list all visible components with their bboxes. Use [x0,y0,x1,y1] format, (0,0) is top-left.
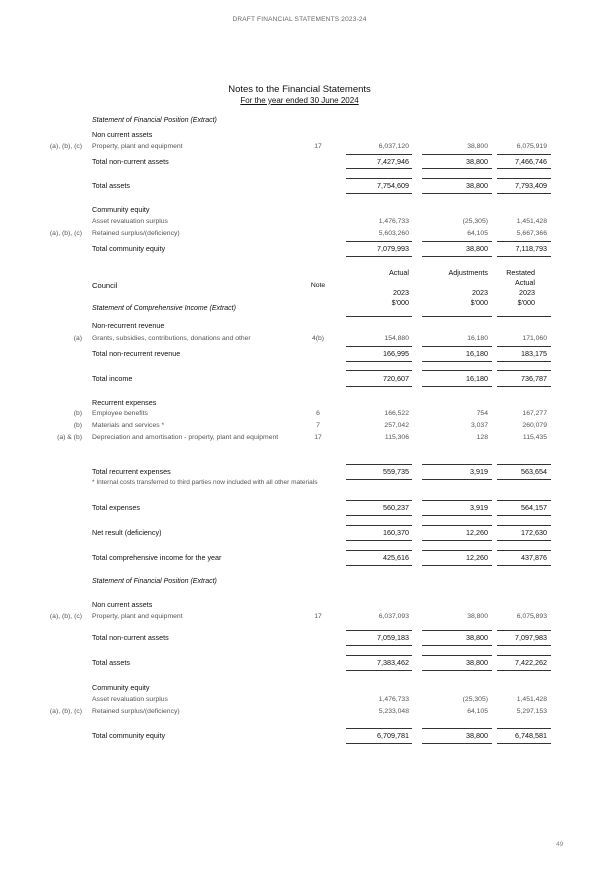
rule [422,464,492,465]
section2-heading [0,303,599,314]
s2-total-income-label: Total income [92,374,133,383]
rule [422,670,492,671]
s3-total-equity-v1: 6,709,781 [377,731,409,740]
s1-ppe-v2: 38,800 [467,143,488,150]
s2-depr-note: 17 [314,434,322,441]
s2-materials-v2: 3,037 [470,422,488,429]
s2-total-ci-v3: 437,876 [521,553,547,562]
rule [422,500,492,501]
s3-retained-label: Retained surplus/(deficiency) [92,708,180,715]
s1-total-assets-v2: 38,800 [466,181,488,190]
s3-retained-v2: 64,105 [467,708,488,715]
s2-net-result-v3: 172,630 [521,528,547,537]
rule [497,464,551,465]
rule [346,256,412,257]
s3-total-nca-v2: 38,800 [466,633,488,642]
rule [346,540,412,541]
s3-reval-label: Asset revaluation surplus [92,696,168,703]
rule [497,565,551,566]
rule [346,346,412,347]
s2-grants-row [0,333,599,344]
col2-line3: 2023 [472,288,488,297]
rule [497,525,551,526]
rule [422,743,492,744]
s2-total-ci-label: Total comprehensive income for the year [92,553,222,562]
page-title: Notes to the Financial Statements [228,84,371,95]
s2-employee-note: 6 [316,410,320,417]
s2-total-income-row [0,373,599,384]
s3-total-nca-v3: 7,097,983 [515,633,547,642]
draft-header: DRAFT FINANCIAL STATEMENTS 2023-24 [232,16,367,23]
s2-employee-v1: 166,522 [384,410,409,417]
s2-employee-v3: 167,277 [522,410,547,417]
s2-total-ci-row [0,552,599,563]
s2-total-nonrec-v1: 166,995 [383,349,409,358]
col1-line1: Actual [389,268,409,277]
s2-employee-label: Employee benefits [92,410,148,417]
s1-total-equity-v3: 7,118,793 [515,244,547,253]
rule [497,743,551,744]
s2-total-nonrec-label: Total non-recurrent revenue [92,349,181,358]
s1-reval-row [0,216,599,227]
s3-total-assets-v1: 7,383,462 [377,658,409,667]
section2-heading-text: Statement of Comprehensive Income (Extract) [92,305,236,312]
s3-total-equity-label: Total community equity [92,731,166,740]
section1-heading-text: Statement of Financial Position (Extract) [92,117,217,124]
s1-total-nca-v1: 7,427,946 [377,157,409,166]
s2-total-ci-v1: 425,616 [383,553,409,562]
s3-ppe-label: Property, plant and equipment [92,613,183,620]
rule [346,500,412,501]
s2-total-exp-label: Total expenses [92,503,140,512]
s2-employee-ref: (b) [73,410,82,417]
s2-net-result-v1: 160,370 [383,528,409,537]
rule [497,370,551,371]
rule [422,540,492,541]
rule [346,515,412,516]
s1-reval-label: Asset revaluation surplus [92,218,168,225]
s1-ppe-row [0,141,599,152]
rule [346,550,412,551]
rule [346,655,412,656]
rule [422,525,492,526]
s3-ppe-v3: 6,075,893 [516,613,547,620]
s1-total-equity-row [0,243,599,254]
s2-net-result-row [0,527,599,538]
s3-total-nca-label: Total non-current assets [92,633,169,642]
s3-total-equity-v2: 38,800 [466,731,488,740]
s2-materials-row [0,420,599,431]
s3-ppe-ref: (a), (b), (c) [49,613,82,620]
rule [422,178,492,179]
s2-materials-v3: 260,079 [522,422,547,429]
rule [422,630,492,631]
s3-reval-v3: 1,451,428 [516,696,547,703]
s1-reval-v3: 1,451,428 [516,218,547,225]
s3-total-assets-v2: 38,800 [466,658,488,667]
s2-employee-row [0,408,599,419]
s2-rec-heading-text: Recurrent expenses [92,398,157,407]
s2-total-rec-v2: 3,919 [470,467,488,476]
col1-line3: 2023 [393,288,409,297]
s3-ppe-v2: 38,800 [467,613,488,620]
s3-equity-heading [0,682,599,693]
s1-retained-v1: 5,603,260 [378,230,409,237]
s1-total-assets-v1: 7,754,609 [377,181,409,190]
section3-nca-heading [0,599,599,610]
rule [346,743,412,744]
s1-ppe-v1: 6,037,120 [378,143,409,150]
rule [422,370,492,371]
rule [422,645,492,646]
rule [422,565,492,566]
rule [422,386,492,387]
rule [346,645,412,646]
section3-heading-text: Statement of Financial Position (Extract) [92,578,217,585]
rule [422,256,492,257]
rule [422,241,492,242]
s2-materials-label: Materials and services * [92,422,165,429]
rule [497,655,551,656]
s3-total-equity-row [0,730,599,741]
council-label: Council [92,281,118,290]
s1-retained-label: Retained surplus/(deficiency) [92,230,180,237]
rule [497,316,551,317]
rule [497,241,551,242]
rule [346,193,412,194]
section3-heading [0,576,599,587]
s3-total-nca-v1: 7,059,183 [377,633,409,642]
page-subtitle [0,96,599,105]
rule [346,728,412,729]
s2-total-rec-v1: 559,735 [383,467,409,476]
s1-total-nca-label: Total non-current assets [92,157,169,166]
s2-total-nonrec-row [0,348,599,359]
s3-reval-v1: 1,476,733 [378,696,409,703]
rule [497,193,551,194]
s2-grants-v2: 16,180 [467,335,488,342]
s2-total-exp-v2: 3,919 [470,503,488,512]
rule [346,154,412,155]
s2-net-result-label: Net result (deficiency) [92,528,162,537]
s3-retained-v3: 5,297,153 [516,708,547,715]
subtitle-text: For the year ended 30 June 2024 [240,96,359,105]
col3-line4: $'000 [517,298,535,307]
s2-materials-v1: 257,042 [384,422,409,429]
rule [422,346,492,347]
rule [422,154,492,155]
rule [346,178,412,179]
s2-total-income-v1: 720,607 [383,374,409,383]
s1-total-nca-v2: 38,800 [466,157,488,166]
rule [346,565,412,566]
col3-line3: 2023 [519,288,535,297]
s1-retained-ref: (a), (b), (c) [49,230,82,237]
rule [497,168,551,169]
s3-retained-ref: (a), (b), (c) [49,708,82,715]
s1-total-equity-label: Total community equity [92,244,166,253]
s2-grants-v3: 171,060 [522,335,547,342]
rule [422,655,492,656]
s1-total-assets-v3: 7,793,409 [515,181,547,190]
s3-total-assets-row [0,657,599,668]
col1-line4: $'000 [391,298,409,307]
rule [346,670,412,671]
s2-depr-label: Depreciation and amortisation - property, plant and equipment [92,434,279,441]
rule [497,386,551,387]
section1-nca-heading-text: Non current assets [92,130,153,139]
s1-equity-heading-text: Community equity [92,205,150,214]
s2-rec-heading [0,397,599,408]
rule [346,241,412,242]
section3-nca-heading-text: Non current assets [92,600,153,609]
rule [346,525,412,526]
rule [422,168,492,169]
rule [497,178,551,179]
s2-nonrec-heading [0,320,599,331]
s3-total-assets-label: Total assets [92,658,130,667]
rule [346,386,412,387]
s2-grants-v1: 154,880 [384,335,409,342]
rule [497,479,551,480]
rule [346,168,412,169]
rule [497,500,551,501]
s2-depr-v1: 115,306 [384,434,409,441]
s3-retained-v1: 5,233,048 [378,708,409,715]
rule [422,515,492,516]
s3-reval-row [0,694,599,705]
s1-ppe-ref: (a), (b), (c) [49,143,82,150]
rule [422,728,492,729]
council-row [0,280,599,291]
s2-total-exp-row [0,502,599,513]
s3-reval-v2: (25,305) [462,696,488,703]
section1-nca-heading [0,129,599,140]
s3-ppe-v1: 6,037,093 [378,613,409,620]
s2-materials-note: 7 [316,422,320,429]
s3-total-assets-v3: 7,422,262 [515,658,547,667]
rule [497,670,551,671]
col3-line1: Restated [506,268,535,277]
rule [346,464,412,465]
rule [497,728,551,729]
s2-total-nonrec-v2: 16,180 [466,349,488,358]
s1-total-nca-row [0,156,599,167]
col3-line2: Actual [515,278,535,287]
rule [497,540,551,541]
s2-depr-v3: 115,435 [522,434,547,441]
rule [497,630,551,631]
s2-grants-note: 4(b) [311,335,325,342]
s2-total-nonrec-v3: 183,175 [521,349,547,358]
s3-ppe-row [0,611,599,622]
s2-grants-ref: (a) [73,335,82,342]
s1-retained-row [0,228,599,239]
page-number: 49 [556,841,564,848]
s1-ppe-label: Property, plant and equipment [92,143,183,150]
rule [422,550,492,551]
s3-total-nca-row [0,632,599,643]
rule [497,550,551,551]
rule [346,630,412,631]
rule [346,479,412,480]
footnote: * Internal costs transferred to third parties now included with all other materials [92,479,318,486]
s2-total-exp-v3: 564,157 [521,503,547,512]
s1-retained-v3: 5,667,366 [516,230,547,237]
col2-line4: $'000 [470,298,488,307]
s2-depr-ref: (a) & (b) [57,434,82,441]
s1-retained-v2: 64,105 [467,230,488,237]
s3-retained-row [0,706,599,717]
s1-total-equity-v1: 7,079,993 [377,244,409,253]
s2-grants-label: Grants, subsidies, contributions, donations and other [92,335,251,342]
rule [346,370,412,371]
s1-equity-heading [0,204,599,215]
rule [497,645,551,646]
s2-total-income-v3: 736,787 [521,374,547,383]
s1-total-assets-label: Total assets [92,181,130,190]
s1-total-equity-v2: 38,800 [466,244,488,253]
s1-ppe-v3: 6,075,919 [516,143,547,150]
s3-equity-heading-text: Community equity [92,683,150,692]
s2-materials-ref: (b) [73,422,82,429]
rule [497,515,551,516]
rule [346,361,412,362]
note-label: Note [310,282,326,289]
s2-depr-row [0,432,599,454]
s1-total-nca-v3: 7,466,746 [515,157,547,166]
s1-reval-v2: (25,305) [462,218,488,225]
rule [497,256,551,257]
rule [422,316,492,317]
s1-ppe-note: 17 [314,143,322,150]
rule [497,346,551,347]
s2-total-exp-v1: 560,237 [383,503,409,512]
rule [422,361,492,362]
s2-net-result-v2: 12,260 [466,528,488,537]
rule [422,193,492,194]
rule [497,361,551,362]
s3-ppe-note: 17 [314,613,322,620]
section1-heading [0,115,599,126]
s2-total-rec-v3: 563,654 [521,467,547,476]
s2-employee-v2: 754 [476,410,488,417]
s2-total-income-v2: 16,180 [466,374,488,383]
rule [346,316,412,317]
rule [422,479,492,480]
s1-reval-v1: 1,476,733 [378,218,409,225]
s2-total-rec-label: Total recurrent expenses [92,467,171,476]
s2-nonrec-heading-text: Non-recurrent revenue [92,321,165,330]
s2-total-ci-v2: 12,260 [466,553,488,562]
s1-total-assets-row [0,180,599,191]
s3-total-equity-v3: 6,748,581 [515,731,547,740]
s2-depr-v2: 128 [476,434,488,441]
col2-line1: Adjustments [448,268,488,277]
s2-total-rec-row [0,466,599,477]
rule [497,154,551,155]
